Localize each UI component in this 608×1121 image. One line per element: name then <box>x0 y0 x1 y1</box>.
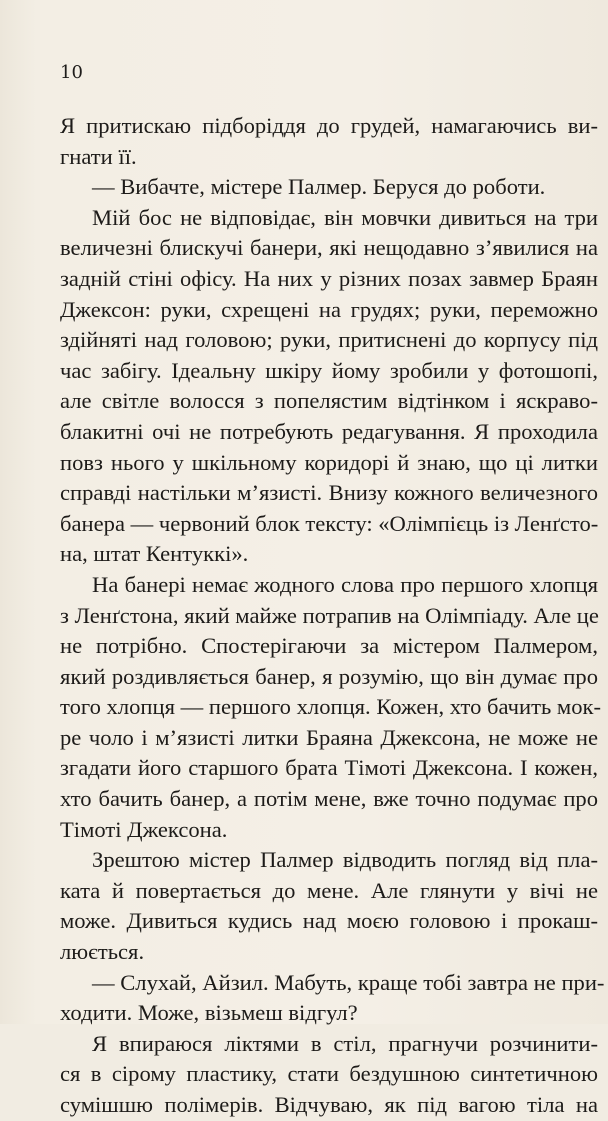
paragraph <box>60 570 602 845</box>
text-line: але світле волосся з попелястим відтінком і яскраво- <box>60 388 598 414</box>
text-line: з Ленґстона, який майже потрапив на Олімпіаду. Але це <box>60 602 599 628</box>
page-body-text <box>60 111 605 1121</box>
paragraph <box>60 111 598 172</box>
text-line: Мій бос не відповідає, він мовчки дивиться на три <box>92 204 598 230</box>
paragraph <box>60 845 598 967</box>
paragraph <box>60 968 605 1029</box>
text-line: час забігу. Ідеальну шкіру йому зробили у фотошопі, <box>60 357 598 383</box>
text-line: згадати його старшого брата Тімоті Джексона. І кожен, <box>60 755 598 781</box>
text-line: справді настільки м’язисті. Внизу кожного величезного <box>60 480 598 506</box>
text-line: величезні блискучі банери, які нещодавно з’явилися на <box>60 235 598 261</box>
text-line: ката й повертається до мене. Але глянути у вічі не <box>60 877 598 903</box>
text-line: який роздивляється банер, я розумію, що він думає про <box>60 663 598 689</box>
text-line: гнати її. <box>60 143 137 169</box>
page-number: 10 <box>60 62 83 83</box>
text-line: не потрібно. Спостерігаючи за містером Палмером, <box>60 633 598 659</box>
text-line: може. Дивиться кудись над моєю головою і прокаш- <box>60 908 598 934</box>
text-line: на, штат Кентуккі». <box>60 541 249 567</box>
text-line: — Слухай, Айзил. Мабуть, краще тобі завтра не при- <box>92 969 605 995</box>
text-line: хто бачить банер, а потім мене, вже точно подумає про <box>60 786 598 812</box>
paragraph <box>60 203 598 570</box>
text-line: Тімоті Джексона. <box>60 816 228 842</box>
text-line: сумішшю полімерів. Відчуваю, як під вагою тіла на <box>60 1092 598 1117</box>
text-line: здійняті над головою; руки, притиснені до корпусу під <box>60 327 598 353</box>
paragraph <box>60 1029 598 1121</box>
text-line: ре чоло і м’язисті литки Браяна Джексона, не може не <box>60 724 598 750</box>
text-line: ходити. Може, візьмеш відгул? <box>60 1000 358 1026</box>
text-line: Зрештою містер Палмер відводить погляд від пла- <box>92 847 598 873</box>
text-line: Я впираюся ліктями в стіл, прагнучи розчинити- <box>92 1030 598 1056</box>
text-line: Джексон: руки, схрещені на грудях; руки, переможно <box>60 296 598 322</box>
text-line: люється. <box>60 939 145 965</box>
text-line: повз нього у шкільному коридорі й знаю, що ці литки <box>60 449 598 475</box>
text-line: банера — червоний блок тексту: «Олімпієць із Ленґсто- <box>60 510 599 536</box>
text-line: На банері немає жодного слова про першого хлопця <box>92 571 598 597</box>
text-line: того хлопця — першого хлопця. Кожен, хто бачить мок- <box>60 694 602 720</box>
paragraph <box>60 172 598 203</box>
text-line: Я притискаю підборіддя до грудей, намагаючись ви- <box>60 113 598 138</box>
text-line: задній стіні офісу. На них у різних позах завмер Браян <box>60 265 598 291</box>
text-line: ся в сірому пластику, стати бездушною синтетичною <box>60 1061 598 1087</box>
text-line: блакитні очі не потребують редагування. Я проходила <box>60 418 598 444</box>
text-line: — Вибачте, містере Палмер. Беруся до роботи. <box>92 174 546 200</box>
